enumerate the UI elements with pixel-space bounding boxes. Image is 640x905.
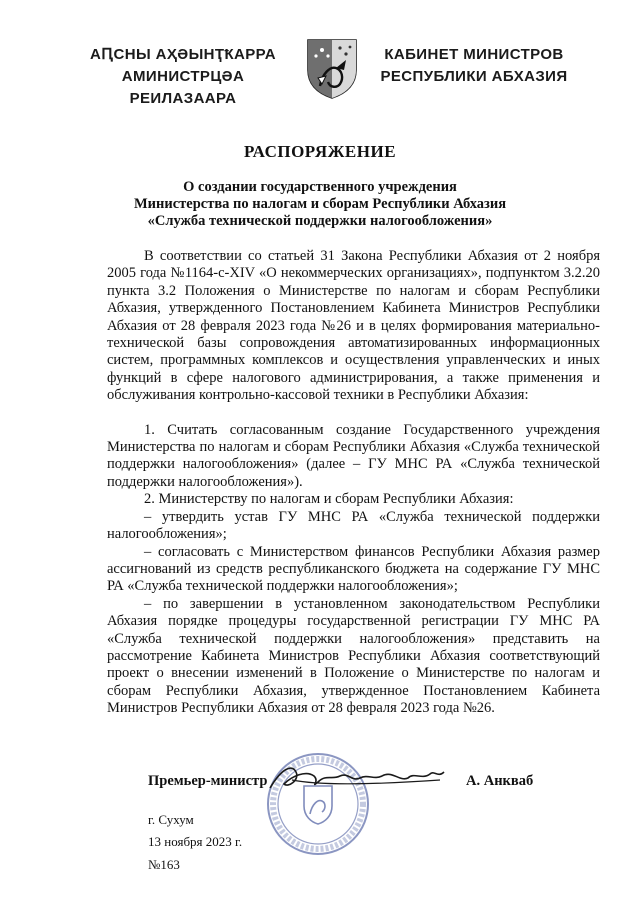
subject-line: Министерства по налогам и сборам Республики Абхазия xyxy=(133,196,507,212)
signatory-name: А. Анкваб xyxy=(466,773,534,789)
document-subject xyxy=(100,179,540,230)
item-2-paragraph: 2. Министерству по налогам и сборам Республики Абхазия: xyxy=(144,491,514,508)
preamble-paragraph: В соответствии со статьей 31 Закона Республики Абхазия от 2 ноября 2005 года №1164-с-XIV «О некоммерческих организациях», подпунктом 3.2.20 пункта 3.2 Положения о Министерстве по налогам и сборам Республики Абхазия, утвержденного Постановлением Кабинета Министров Республики Абхазия от 28 февраля 2023 года №26 и в целях формирования материально-технической базы сопровождения автоматизированных информационных систем, программных комплексов и осуществления управленческих и иных функций в сфере налогового администрирования, а также применения и обслуживания контрольно-кассовой техники в Республики Абхазия: xyxy=(107,248,600,404)
item-2c-paragraph: – по завершении в установленном законодательством Республики Абхазия порядке процедуры государственной регистрации ГУ МНС РА «Служба технической поддержки налогообложения» представить на рассмотрение Кабинета Министров Республики Абхазия соответствующий проект о внесении изменений в Положение о Министерстве по налогам и сборам Республики Абхазия, утвержденное Постановлением Кабинета Министров Республики Абхазия от 28 февраля 2023 года №26. xyxy=(107,595,600,717)
item-2b-paragraph: – согласовать с Министерством финансов Республики Абхазия размер ассигнований из средств республиканского бюджета на содержание ГУ МНС РА «Служба технической поддержки налогообложения»; xyxy=(107,543,600,595)
header-left xyxy=(78,44,288,110)
document-title: РАСПОРЯЖЕНИЕ xyxy=(243,142,397,161)
header-left-line2: АМИНИСТРЦӘА РЕИЛАЗААРА xyxy=(121,68,245,107)
document-date: 13 ноября 2023 г. xyxy=(148,834,243,849)
emblem-icon xyxy=(300,36,364,100)
subject-line: О создании государственного учреждения xyxy=(183,179,457,195)
header-right-line2: РЕСПУБЛИКИ АБХАЗИЯ xyxy=(380,68,568,85)
header-right-line1: КАБИНЕТ МИНИСТРОВ xyxy=(384,46,564,63)
signatory-role: Премьер-министр xyxy=(148,773,268,789)
document-place: г. Сухум xyxy=(148,812,194,827)
item-2a-paragraph: – утвердить устав ГУ МНС РА «Служба технической поддержки налогообложения»; xyxy=(107,508,600,543)
subject-line: «Служба технической поддержки налогообложения» xyxy=(147,213,493,229)
document-number: №163 xyxy=(148,857,180,872)
item-1-paragraph: 1. Считать согласованным создание Государственного учреждения Министерства по налогам и сборам Республики Абхазия «Служба технической поддержки налогообложения» (далее – ГУ МНС РА «Служба технической поддержки налогообложения»). xyxy=(107,421,600,490)
document-body xyxy=(107,248,600,718)
handwritten-signature-icon xyxy=(262,758,452,798)
header-left-line1: АԤСНЫ АҲӘЫНҬҞАРРА xyxy=(90,46,276,63)
header-right xyxy=(374,44,574,88)
